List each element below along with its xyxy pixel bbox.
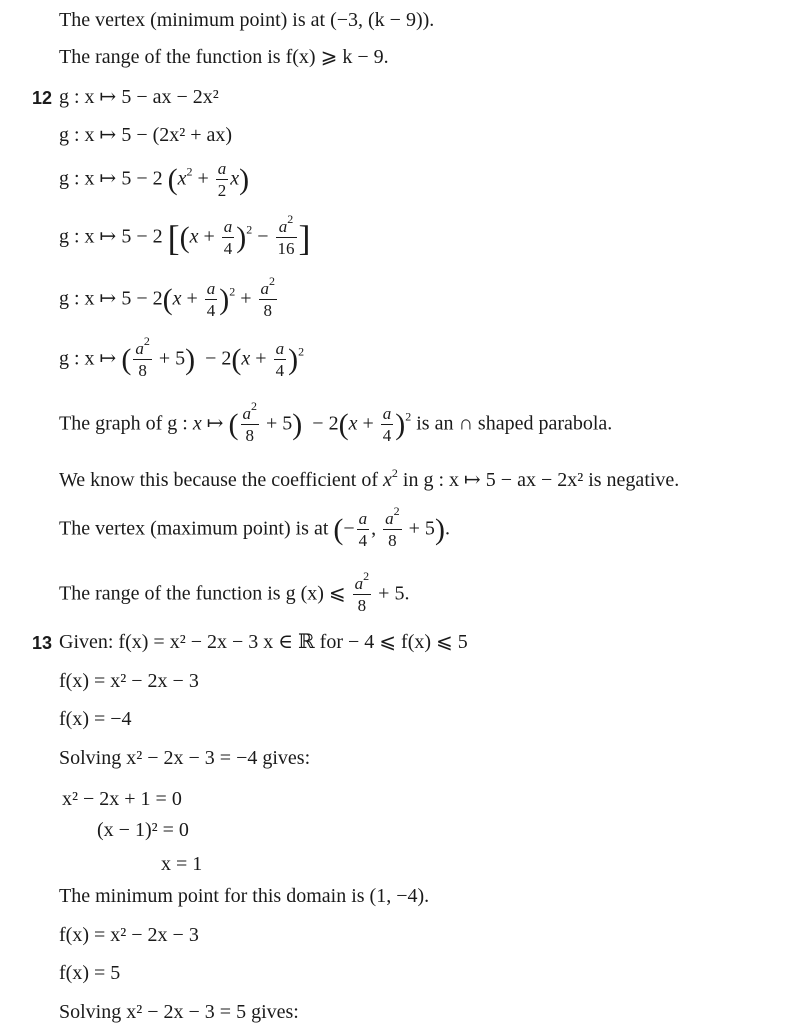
f-definition: f(x) = x² − 2x − 3: [59, 670, 199, 692]
equation-3: x = 1: [161, 853, 203, 875]
f-equals-5: f(x) = 5: [59, 962, 121, 984]
g-step-2: g : x ↦ 5 − 2 ($x^2$ + $\frac{a}{2}$ x): [59, 159, 250, 200]
g-step-3: g : x ↦ 5 − 2 [(x + $\frac{a}{4}$ )$^2$ − $\frac{a^2}{16}$ ]: [59, 212, 311, 258]
question-number-13: 13: [32, 633, 53, 653]
g-definition: g : x ↦ 5 − ax − 2x²: [59, 86, 219, 108]
range-line-f: The range of the function is f(x) ⩾ k − 9.: [59, 46, 389, 68]
question-number-12: 12: [32, 88, 53, 108]
coefficient-statement: We know this because the coefficient of $x^2$ in g : x ↦ 5 − ax − 2x² is negative.: [59, 466, 680, 491]
q13-given: Given: f(x) = x² − 2x − 3 x ∈ ℝ for − 4 ⩽ f(x) ⩽ 5: [59, 631, 468, 653]
f-definition-2: f(x) = x² − 2x − 3: [59, 924, 199, 946]
g-step-5: g : x ↦ ( $\frac{a^2}{8}$ + 5) − 2(x + $\frac{a}{4}$ )$^2$: [59, 334, 305, 380]
f-equals-minus-4: f(x) = −4: [59, 708, 132, 730]
g-step-4: g : x ↦ 5 − 2(x + $\frac{a}{4}$ )$^2$ + $\frac{a^2}{8}$: [59, 274, 276, 320]
range-line-g: The range of the function is g (x) ⩽ $\frac{a^2}{8}$ + 5.: [59, 569, 410, 615]
equation-2: (x − 1)² = 0: [97, 819, 189, 841]
vertex-maximum-line: The vertex (maximum point) is at (− $\frac{a}{4}$ , $\frac{a^2}{8}$ + 5).: [59, 504, 450, 550]
equation-1: x² − 2x + 1 = 0: [62, 788, 182, 810]
g-step-1: g : x ↦ 5 − (2x² + ax): [59, 124, 233, 146]
vertex-minimum-line: The vertex (minimum point) is at (−3, (k − 9)).: [59, 9, 435, 31]
solving-line-2: Solving x² − 2x − 3 = 5 gives:: [59, 1001, 299, 1023]
graph-statement: The graph of g : x ↦ ( $\frac{a^2}{8}$ + 5) − 2(x + $\frac{a}{4}$ )$^2$ is an ∩ shaped parabola.: [59, 399, 613, 445]
minimum-point-line: The minimum point for this domain is (1, −4).: [59, 885, 430, 907]
solving-line-1: Solving x² − 2x − 3 = −4 gives:: [59, 747, 311, 769]
